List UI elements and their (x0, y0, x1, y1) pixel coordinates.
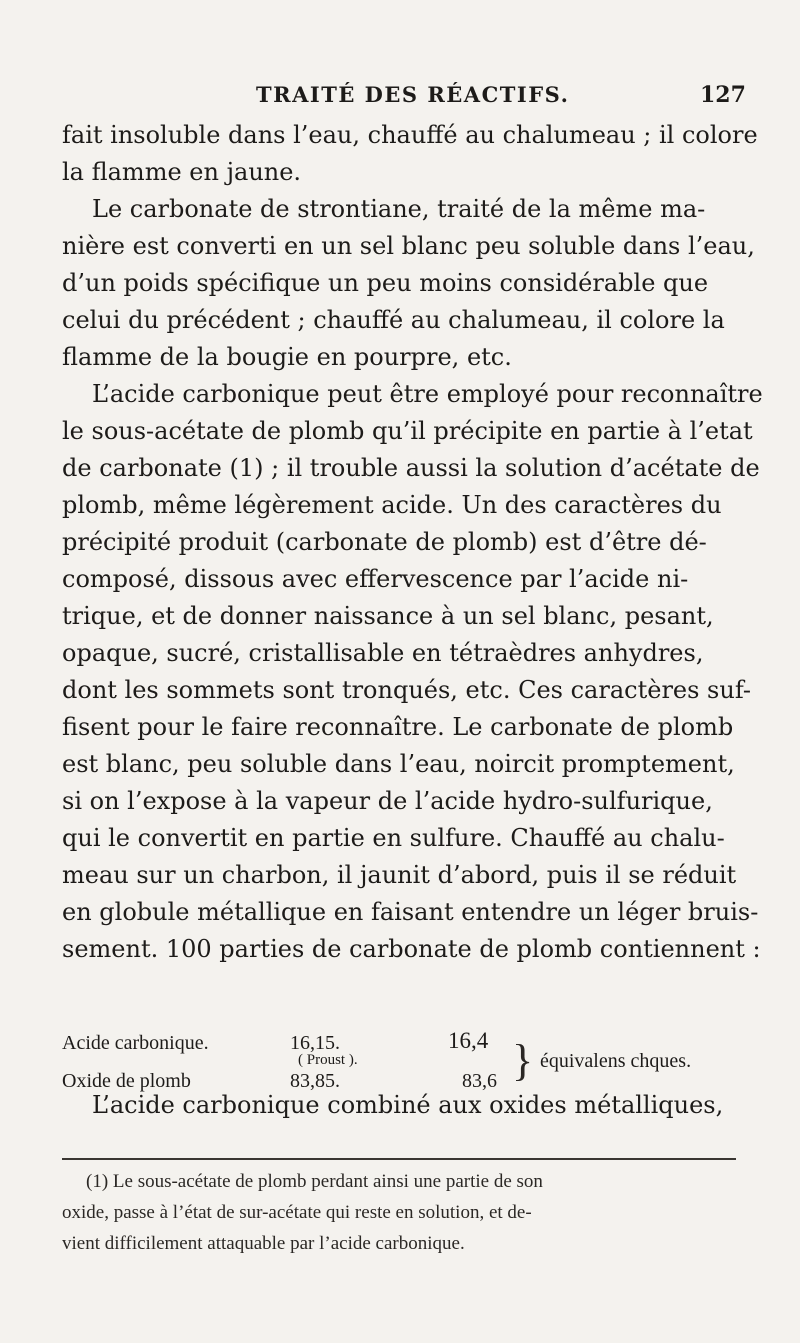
composition-table (0, 1028, 800, 1092)
brace-note: équivalens chques. (540, 1050, 692, 1072)
page-header (0, 82, 800, 122)
brace-glyph: } (512, 1036, 534, 1085)
table-cell-value: 16,15. (290, 1032, 340, 1054)
table-row-label: Acide carbonique. (62, 1032, 209, 1054)
table-row-label: Oxide de plomb (62, 1070, 191, 1092)
table-cell-value: 83,85. (290, 1070, 340, 1092)
table-cell-value: 16,4 (448, 1028, 489, 1053)
footnote-divider (62, 1158, 736, 1160)
table-cell-value: 83,6 (462, 1070, 497, 1092)
page-number: 127 (700, 82, 746, 108)
running-title: TRAITÉ DES RÉACTIFS. (256, 82, 570, 107)
source-note: ( Proust ). (298, 1052, 358, 1068)
